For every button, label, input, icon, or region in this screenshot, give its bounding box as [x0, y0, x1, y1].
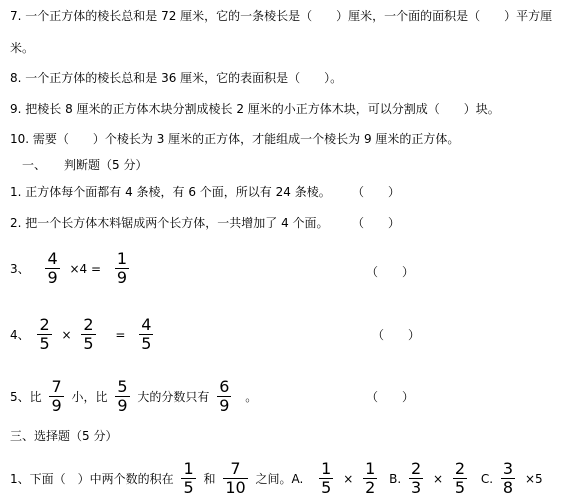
judgment-3-answer-paren: （ ）	[366, 265, 415, 279]
judgment-5-answer-paren: （ ）	[366, 390, 415, 404]
numerator: 1	[365, 459, 376, 478]
fraction-5-9	[115, 378, 129, 415]
choice-1-text-1: 1、下面（ ）中两个数的积在	[10, 471, 174, 486]
option-b-operator: ×	[432, 471, 444, 486]
numerator: 2	[454, 459, 466, 478]
judgment-3	[10, 248, 133, 289]
numerator: 6	[219, 377, 230, 396]
question-10: 10. 需要（ ）个棱长为 3 厘米的正方体，才能组成一个棱长为 9 厘米的正方体。	[10, 132, 460, 146]
question-7-line-2: 米。	[10, 41, 35, 55]
question-9: 9. 把棱长 8 厘米的正方体木块分割成棱长 2 厘米的小正方体木块，可以分割成（ ）块。	[10, 102, 500, 116]
denominator: 10	[225, 478, 246, 497]
denominator: 9	[116, 268, 128, 287]
fraction-7-9	[49, 378, 63, 415]
judgment-3-number: 3、	[10, 261, 30, 276]
fraction-7-10	[223, 460, 247, 497]
judgment-2-answer-paren: （ ）	[352, 216, 401, 230]
judgment-4-number: 4、	[10, 327, 30, 342]
denominator: 5	[141, 334, 152, 353]
judgment-5	[10, 376, 257, 417]
numerator: 1	[116, 249, 128, 268]
numerator: 1	[183, 459, 194, 478]
numerator: 3	[502, 459, 514, 478]
fraction-4-5	[139, 316, 153, 353]
option-a-fraction-1	[319, 460, 333, 497]
question-7-line-1: 7. 一个正方体的棱长总和是 72 厘米，它的一条棱长是（ ）厘米，一个面的面积是（ ）平方厘	[10, 9, 553, 23]
fraction-1-5	[181, 460, 195, 497]
option-c-operator: ×5	[524, 471, 543, 486]
section-choice-heading: 三、选择题（5 分）	[10, 429, 118, 443]
denominator: 5	[39, 334, 50, 353]
judgment-1: 1. 正方体每个面都有 4 条棱，有 6 个面，所以有 24 条棱。	[10, 185, 331, 199]
denominator: 5	[321, 478, 332, 497]
question-8: 8. 一个正方体的棱长总和是 36 厘米，它的表面积是（ ）。	[10, 71, 343, 85]
fraction-6-9	[217, 378, 231, 415]
option-a-operator: ×	[343, 471, 354, 486]
denominator: 5	[83, 334, 94, 353]
judgment-5-text-3: 大的分数只有	[137, 389, 210, 404]
choice-1-text-2: 和	[203, 471, 216, 486]
denominator: 9	[117, 396, 128, 415]
option-a-fraction-2	[363, 460, 377, 497]
numerator: 4	[47, 249, 58, 268]
option-b-fraction-2	[453, 460, 467, 497]
denominator: 9	[51, 396, 62, 415]
numerator: 2	[83, 315, 94, 334]
equals-operator: =	[115, 327, 126, 342]
judgment-5-text-2: 小，比	[71, 389, 108, 404]
numerator: 7	[51, 377, 62, 396]
judgment-5-text-1: 5、比	[10, 389, 42, 404]
denominator: 5	[454, 478, 466, 497]
numerator: 7	[230, 459, 241, 478]
choice-1-text-3: 之间。A.	[255, 471, 304, 486]
option-c-fraction	[501, 460, 515, 497]
numerator: 2	[410, 459, 422, 478]
option-b-label: B.	[389, 471, 402, 486]
judgment-4-answer-paren: （ ）	[372, 328, 421, 342]
operator: ×4 =	[69, 261, 102, 276]
denominator: 9	[47, 268, 58, 287]
multiply-operator: ×	[61, 327, 72, 342]
section-judgment-heading: 一、 判断题（5 分）	[22, 158, 148, 172]
judgment-1-answer-paren: （ ）	[352, 185, 401, 199]
denominator: 5	[183, 478, 194, 497]
option-b-fraction-1	[409, 460, 423, 497]
judgment-2: 2. 把一个长方体木料锯成两个长方体，一共增加了 4 个面。	[10, 216, 329, 230]
denominator: 2	[365, 478, 376, 497]
denominator: 3	[410, 478, 422, 497]
choice-1	[10, 458, 545, 499]
numerator: 2	[39, 315, 50, 334]
fraction-1-9	[115, 250, 129, 287]
denominator: 8	[502, 478, 514, 497]
fraction-4-9	[45, 250, 59, 287]
numerator: 5	[117, 377, 128, 396]
numerator: 1	[321, 459, 332, 478]
judgment-5-text-4: 。	[245, 389, 258, 404]
judgment-4	[10, 314, 157, 355]
denominator: 9	[219, 396, 230, 415]
fraction-2-5	[81, 316, 95, 353]
fraction-2-5	[37, 316, 51, 353]
option-c-label: C.	[480, 471, 494, 486]
numerator: 4	[141, 315, 152, 334]
